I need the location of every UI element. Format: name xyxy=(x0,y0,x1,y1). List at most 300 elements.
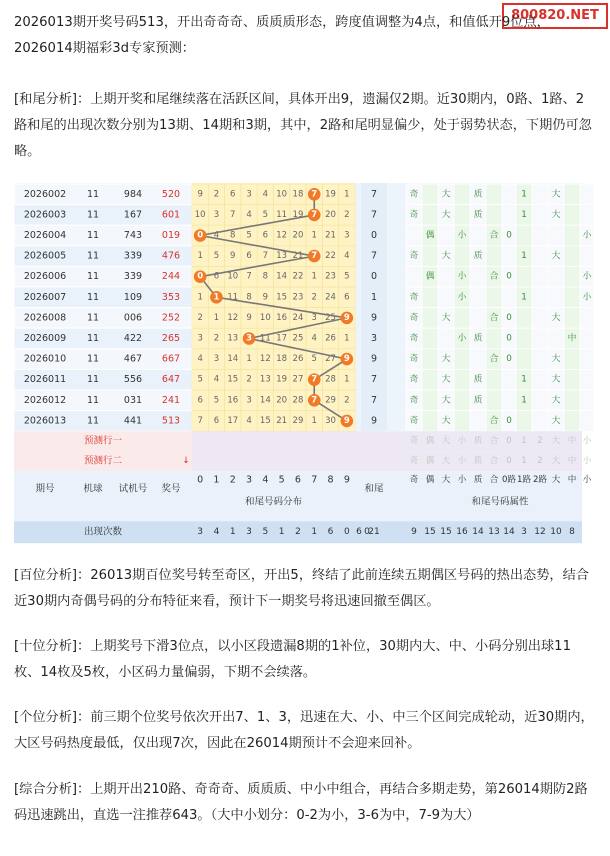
attribute-cell: 大 xyxy=(551,374,561,385)
predict-attribute: 质 xyxy=(473,456,483,467)
machine-cell: 11 xyxy=(86,209,100,221)
omission-value: 2 xyxy=(197,312,203,323)
attribute-cell: 合 xyxy=(489,312,499,323)
attribute-cell: 奇 xyxy=(409,415,419,426)
omission-value: 14 xyxy=(259,395,271,406)
attribute-cell-bg xyxy=(580,205,594,226)
omission-value: 28 xyxy=(325,374,336,385)
prize-number-cell: 476 xyxy=(161,250,181,262)
section-text: 上期开奖和尾继续落在活跃区间，具体开出9，遗漏仅2期。近30期内，0路、1路、2路和尾的出现次数分别为13期、14期和3期，其中，2路和尾明显偏少，处于弱势状态，下期仍可忽略。 xyxy=(14,92,592,159)
attribute-cell: 合 xyxy=(489,271,499,282)
digit-header: 7 xyxy=(311,474,318,486)
tail-ball-label: 7 xyxy=(311,251,318,262)
machine-cell: 11 xyxy=(86,353,100,365)
attribute-cell-bg xyxy=(422,205,438,226)
attribute-cell: 小 xyxy=(457,292,467,303)
tail-value-cell: 7 xyxy=(370,250,378,262)
omission-value: 1 xyxy=(311,230,317,241)
attribute-cell: 1 xyxy=(521,251,527,262)
test-number-cell: 556 xyxy=(123,374,143,386)
count-value: 16 xyxy=(456,527,468,538)
attribute-header: 质 xyxy=(473,475,483,486)
section-label: [和尾分析]： xyxy=(14,92,91,107)
omission-value: 4 xyxy=(262,189,269,200)
omission-value: 26 xyxy=(325,333,336,344)
count-value: 2 xyxy=(295,527,301,538)
issue-cell: 2026006 xyxy=(23,271,67,283)
omission-value: 6 xyxy=(262,230,269,241)
attribute-cell-bg xyxy=(486,390,502,411)
attribute-cell: 大 xyxy=(441,251,451,262)
omission-value: 5 xyxy=(213,251,220,262)
tail-value-cell: 7 xyxy=(370,209,378,221)
attribute-cell-bg xyxy=(454,349,470,370)
count-value: 10 xyxy=(550,527,562,538)
omission-value: 1 xyxy=(311,271,317,282)
attribute-cell-bg xyxy=(548,266,564,287)
omission-value: 24 xyxy=(292,312,304,323)
trend-chart-svg xyxy=(14,183,592,540)
omission-value: 6 xyxy=(213,271,220,282)
omission-value: 1 xyxy=(344,374,350,385)
omission-value: 22 xyxy=(325,251,336,262)
attribute-cell: 0 xyxy=(506,415,512,426)
attribute-cell-bg xyxy=(470,411,486,432)
prize-number-cell: 244 xyxy=(161,271,181,283)
tail-value-cell: 9 xyxy=(370,415,378,427)
tail-value-cell: 3 xyxy=(370,333,378,344)
tail-value-cell: 9 xyxy=(370,312,378,324)
attribute-cell: 1 xyxy=(521,395,527,406)
section-label: [十位分析]： xyxy=(14,639,91,654)
attribute-cell: 奇 xyxy=(409,354,419,365)
tail-ball-label: 7 xyxy=(311,209,318,220)
section-label: [综合分析]： xyxy=(14,782,91,797)
predict-attribute: 2 xyxy=(537,436,543,447)
attribute-cell: 1 xyxy=(521,292,527,303)
attribute-cell-bg xyxy=(564,205,580,226)
attribute-cell-bg xyxy=(454,411,470,432)
counts-row-label: 出现次数 xyxy=(83,526,123,538)
attribute-cell: 小 xyxy=(582,230,592,241)
digit-header: 8 xyxy=(327,474,334,486)
attribute-cell-bg xyxy=(422,246,438,267)
predict-attribute: 大 xyxy=(551,436,561,447)
omission-value: 6 xyxy=(230,189,236,200)
omission-value: 21 xyxy=(292,251,304,262)
attribute-header: 偶 xyxy=(425,475,435,486)
attribute-cell-bg xyxy=(454,184,470,205)
omission-value: 11 xyxy=(276,209,288,220)
omission-value: 23 xyxy=(325,271,336,282)
attribute-cell-bg xyxy=(470,349,486,370)
omission-value: 27 xyxy=(325,354,336,365)
omission-value: 3 xyxy=(197,333,203,344)
attribute-cell-bg xyxy=(422,308,438,329)
tail-value-cell: 9 xyxy=(370,353,378,365)
count-value: 0 xyxy=(364,527,370,538)
tail-ball-label: 9 xyxy=(343,312,350,323)
attribute-cell-bg xyxy=(438,328,454,349)
attribute-cell-bg xyxy=(502,390,516,411)
prize-number-cell: 252 xyxy=(161,312,181,324)
column-header-prize: 奖号 xyxy=(161,483,181,495)
count-value: 6 xyxy=(327,527,334,538)
attribute-cell: 小 xyxy=(457,333,467,344)
omission-value: 3 xyxy=(311,312,317,323)
omission-value: 2 xyxy=(344,395,350,406)
predict-attribute: 合 xyxy=(489,436,499,447)
issue-cell: 2026007 xyxy=(23,291,67,303)
attribute-cell-bg xyxy=(532,246,548,267)
trend-chart xyxy=(14,183,592,540)
omission-value: 4 xyxy=(213,230,220,241)
omission-value: 10 xyxy=(276,189,288,200)
issue-cell: 2026008 xyxy=(23,312,67,324)
attribute-cell-bg xyxy=(548,287,564,308)
test-number-cell: 167 xyxy=(123,209,143,221)
attribute-cell-bg xyxy=(532,205,548,226)
omission-value: 11 xyxy=(259,333,271,344)
tail-ball-label: 7 xyxy=(311,189,318,200)
attribute-cell-bg xyxy=(564,287,580,308)
attribute-cell: 大 xyxy=(551,209,561,220)
attribute-cell: 大 xyxy=(551,312,561,323)
attribute-cell: 奇 xyxy=(409,312,419,323)
count-value: 14 xyxy=(503,527,515,538)
attribute-cell: 小 xyxy=(582,292,592,303)
attribute-cell-bg xyxy=(422,328,438,349)
omission-value: 1 xyxy=(197,251,203,262)
omission-value: 6 xyxy=(213,415,220,426)
omission-value: 17 xyxy=(227,415,239,426)
attribute-cell-bg xyxy=(580,184,594,205)
count-value: 8 xyxy=(569,527,575,538)
tail-ball-label: 7 xyxy=(311,374,318,385)
attribute-cell-bg xyxy=(532,225,548,246)
section-text: 前三期个位奖号依次开出7、1、3，迅速在大、小、中三个区间完成轮动，近30期内，大区号码热度最低，仅出现7次，因此在26014期预计不会迎来回补。 xyxy=(14,710,594,751)
attribute-cell-bg xyxy=(580,411,594,432)
count-value: 6 xyxy=(356,527,362,538)
omission-value: 9 xyxy=(197,189,203,200)
attribute-cell-bg xyxy=(406,225,422,246)
omission-value: 25 xyxy=(325,312,336,323)
attribute-cell-bg xyxy=(564,246,580,267)
count-value: 12 xyxy=(534,527,546,538)
omission-value: 4 xyxy=(344,251,350,262)
units-analysis-paragraph xyxy=(14,705,594,757)
omission-value: 10 xyxy=(259,312,271,323)
omission-value: 7 xyxy=(230,209,236,220)
count-value: 15 xyxy=(440,527,452,538)
attribute-cell: 中 xyxy=(567,333,577,344)
attribute-cell: 0 xyxy=(506,230,512,241)
omission-value: 13 xyxy=(227,333,239,344)
attribute-cell-bg xyxy=(454,205,470,226)
machine-cell: 11 xyxy=(86,394,100,406)
predict-attribute: 1 xyxy=(521,456,527,467)
attribute-cell-bg xyxy=(564,369,580,390)
omission-value: 29 xyxy=(292,415,304,426)
attribute-cell: 大 xyxy=(441,395,451,406)
section-text: 上期奖号下滑3位点，以小区段遗漏8期的1补位，30期内大、中、小码分别出球11枚、14枚及5枚，小区码力量偏弱，下期不会续落。 xyxy=(14,639,571,680)
test-number-cell: 006 xyxy=(123,312,143,324)
test-number-cell: 339 xyxy=(123,250,143,262)
predict-attribute: 中 xyxy=(567,436,577,447)
omission-value: 4 xyxy=(213,374,220,385)
omission-value: 4 xyxy=(246,209,252,220)
issue-cell: 2026011 xyxy=(23,374,67,386)
attribute-header: 1路 xyxy=(516,475,532,486)
attribute-cell: 大 xyxy=(551,251,561,262)
omission-value: 14 xyxy=(276,271,288,282)
attribute-cell-bg xyxy=(422,390,438,411)
attribute-cell-bg xyxy=(532,328,548,349)
attribute-cell-bg xyxy=(422,287,438,308)
issue-cell: 2026002 xyxy=(23,188,67,200)
hundreds-analysis-paragraph xyxy=(14,563,594,615)
attribute-cell-bg xyxy=(564,349,580,370)
omission-value: 6 xyxy=(197,395,203,406)
test-number-cell: 109 xyxy=(123,291,143,303)
attribute-header: 中 xyxy=(567,475,577,486)
machine-cell: 11 xyxy=(86,188,100,200)
omission-value: 16 xyxy=(227,395,239,406)
attribute-cell-bg xyxy=(486,205,502,226)
attribute-cell: 1 xyxy=(521,374,527,385)
attribute-cell: 大 xyxy=(441,354,451,365)
omission-value: 20 xyxy=(276,395,288,406)
omission-value: 3 xyxy=(213,209,220,220)
tail-value-cell: 7 xyxy=(370,374,378,386)
machine-cell: 11 xyxy=(86,271,100,283)
column-header-distribution: 和尾号码分布 xyxy=(244,496,303,508)
omission-value: 12 xyxy=(259,354,271,365)
attribute-cell-bg xyxy=(438,225,454,246)
attribute-cell-bg xyxy=(438,287,454,308)
attribute-cell-bg xyxy=(486,328,502,349)
omission-value: 13 xyxy=(276,251,288,262)
omission-value: 3 xyxy=(344,230,350,241)
omission-value: 8 xyxy=(246,292,252,303)
attribute-cell-bg xyxy=(502,369,516,390)
predict-attribute: 1 xyxy=(521,436,527,447)
issue-cell: 2026004 xyxy=(23,230,67,241)
count-value: 4 xyxy=(213,527,220,538)
tail-value-cell: 7 xyxy=(370,394,378,406)
attribute-cell-bg xyxy=(502,184,516,205)
omission-value: 8 xyxy=(230,230,236,241)
tail-value-cell: 1 xyxy=(370,291,378,303)
predict-attribute: 0 xyxy=(506,436,512,447)
omission-value: 22 xyxy=(292,271,304,282)
omission-value: 3 xyxy=(246,189,252,200)
attribute-cell-bg xyxy=(470,225,486,246)
omission-value: 6 xyxy=(246,251,252,262)
attribute-cell: 奇 xyxy=(409,292,419,303)
attribute-cell: 小 xyxy=(457,230,467,241)
omission-value: 15 xyxy=(227,374,239,385)
attribute-header: 合 xyxy=(489,475,499,486)
omission-value: 11 xyxy=(227,292,239,303)
predict-attribute: 小 xyxy=(582,456,592,467)
omission-value: 5 xyxy=(262,209,269,220)
omission-value: 23 xyxy=(292,292,304,303)
predict-attribute: 中 xyxy=(567,456,577,467)
attribute-cell-bg xyxy=(516,349,532,370)
summary-analysis-paragraph xyxy=(14,777,594,829)
attribute-cell: 大 xyxy=(551,189,561,200)
column-header-tail: 和尾 xyxy=(364,483,384,495)
omission-value: 1 xyxy=(344,189,350,200)
count-value: 13 xyxy=(488,527,500,538)
issue-cell: 2026012 xyxy=(23,394,67,406)
count-value: 3 xyxy=(246,527,252,538)
predict-attribute: 偶 xyxy=(425,456,435,467)
attribute-header: 大 xyxy=(551,475,561,486)
omission-value: 9 xyxy=(262,292,269,303)
section-text: 26013期百位奖号转至奇区，开出5，终结了此前连续五期偶区号码的热出态势，结合近30期内奇偶号码的分布特征来看，预计下一期奖号将迅速回撤至偶区。 xyxy=(14,568,589,609)
omission-value: 3 xyxy=(246,395,252,406)
attribute-cell-bg xyxy=(564,390,580,411)
attribute-cell-bg xyxy=(422,184,438,205)
attribute-cell-bg xyxy=(502,287,516,308)
attribute-cell-bg xyxy=(516,308,532,329)
omission-value: 8 xyxy=(262,271,269,282)
tail-ball-label: 3 xyxy=(246,333,253,344)
count-value: 14 xyxy=(472,527,484,538)
omission-value: 13 xyxy=(259,374,271,385)
attribute-cell: 小 xyxy=(582,271,592,282)
predict-attribute: 偶 xyxy=(425,436,435,447)
section-text: 上期开出210路、奇奇奇、质质质、中小中组合，再结合多期走势，第26014期防2路码迅速跳出，直选一注推荐643。（大中小划分：0-2为小，3-6为中，7-9为大） xyxy=(14,782,588,823)
column-header-attributes: 和尾号码属性 xyxy=(471,496,529,508)
attribute-header: 2路 xyxy=(532,475,548,486)
attribute-header: 小 xyxy=(457,475,467,486)
attribute-cell-bg xyxy=(548,225,564,246)
count-value: 9 xyxy=(411,527,417,538)
omission-value: 26 xyxy=(292,354,304,365)
count-value: 1 xyxy=(278,527,285,538)
omission-value: 4 xyxy=(197,354,203,365)
attribute-cell: 质 xyxy=(473,209,483,220)
attribute-header: 小 xyxy=(582,475,592,486)
tail-value-cell: 7 xyxy=(370,188,378,200)
attribute-cell-bg xyxy=(516,266,532,287)
attribute-cell-bg xyxy=(422,369,438,390)
attribute-cell: 奇 xyxy=(409,189,419,200)
digit-header: 2 xyxy=(229,474,236,486)
digit-header: 4 xyxy=(262,474,269,486)
attribute-cell-bg xyxy=(532,411,548,432)
omission-value: 5 xyxy=(311,354,317,365)
attribute-cell-bg xyxy=(486,184,502,205)
omission-value: 18 xyxy=(276,354,288,365)
attribute-cell-bg xyxy=(564,266,580,287)
omission-value: 9 xyxy=(230,251,236,262)
prize-number-cell: 353 xyxy=(161,291,181,303)
machine-cell: 11 xyxy=(86,374,100,386)
omission-value: 2 xyxy=(213,333,220,344)
count-value: 3 xyxy=(197,527,204,538)
machine-cell: 11 xyxy=(86,250,100,262)
tail-ball-label: 7 xyxy=(311,395,318,406)
omission-value: 12 xyxy=(276,230,288,241)
digit-header: 6 xyxy=(294,474,301,486)
attribute-header: 大 xyxy=(441,475,451,486)
omission-value: 25 xyxy=(292,333,304,344)
attribute-cell: 质 xyxy=(473,374,483,385)
attribute-cell-bg xyxy=(532,390,548,411)
predict-row-label: 预测行一 xyxy=(83,435,123,447)
issue-cell: 2026009 xyxy=(23,333,67,344)
test-number-cell: 441 xyxy=(123,415,143,427)
omission-value: 21 xyxy=(276,415,288,426)
machine-cell: 11 xyxy=(86,291,100,303)
omission-value: 24 xyxy=(325,292,336,303)
count-value: 1 xyxy=(311,527,318,538)
attribute-cell-bg xyxy=(548,328,564,349)
predict-attribute: 大 xyxy=(441,436,451,447)
omission-value: 27 xyxy=(292,374,304,385)
attribute-cell-bg xyxy=(564,308,580,329)
attribute-cell: 偶 xyxy=(425,230,435,241)
attribute-cell: 0 xyxy=(506,312,512,323)
attribute-cell: 质 xyxy=(473,333,483,344)
omission-value: 7 xyxy=(246,271,252,282)
attribute-cell-bg xyxy=(422,349,438,370)
predict-attribute: 2 xyxy=(537,456,543,467)
machine-cell: 11 xyxy=(86,312,100,324)
attribute-cell: 大 xyxy=(441,415,451,426)
tail-ball-label: 0 xyxy=(197,230,204,241)
test-number-cell: 467 xyxy=(123,353,143,365)
issue-cell: 2026003 xyxy=(23,209,67,221)
attribute-cell-bg xyxy=(516,225,532,246)
omission-value: 5 xyxy=(213,395,220,406)
attribute-cell: 合 xyxy=(489,230,499,241)
omission-value: 7 xyxy=(197,415,203,426)
omission-value: 1 xyxy=(197,292,203,303)
test-number-cell: 984 xyxy=(123,188,143,200)
omission-value: 20 xyxy=(292,230,304,241)
omission-value: 16 xyxy=(276,312,288,323)
tail-value-cell: 0 xyxy=(370,271,378,283)
omission-value: 19 xyxy=(276,374,288,385)
attribute-cell: 大 xyxy=(441,209,451,220)
attribute-cell: 奇 xyxy=(409,209,419,220)
count-value: 5 xyxy=(262,527,269,538)
attribute-cell-bg xyxy=(454,246,470,267)
attribute-cell-bg xyxy=(532,266,548,287)
attribute-cell: 0 xyxy=(506,271,512,282)
omission-value: 29 xyxy=(325,395,336,406)
attribute-cell: 0 xyxy=(506,354,512,365)
omission-value: 15 xyxy=(259,415,271,426)
omission-value: 30 xyxy=(325,415,336,426)
attribute-cell-bg xyxy=(470,287,486,308)
count-value: 15 xyxy=(424,527,436,538)
attribute-cell-bg xyxy=(470,266,486,287)
attribute-cell-bg xyxy=(486,369,502,390)
omission-value: 3 xyxy=(213,354,220,365)
attribute-cell: 奇 xyxy=(409,251,419,262)
attribute-cell-bg xyxy=(454,308,470,329)
test-number-cell: 422 xyxy=(123,333,143,344)
count-value: 0 xyxy=(343,527,350,538)
attribute-cell: 大 xyxy=(551,415,561,426)
attribute-cell-bg xyxy=(516,411,532,432)
